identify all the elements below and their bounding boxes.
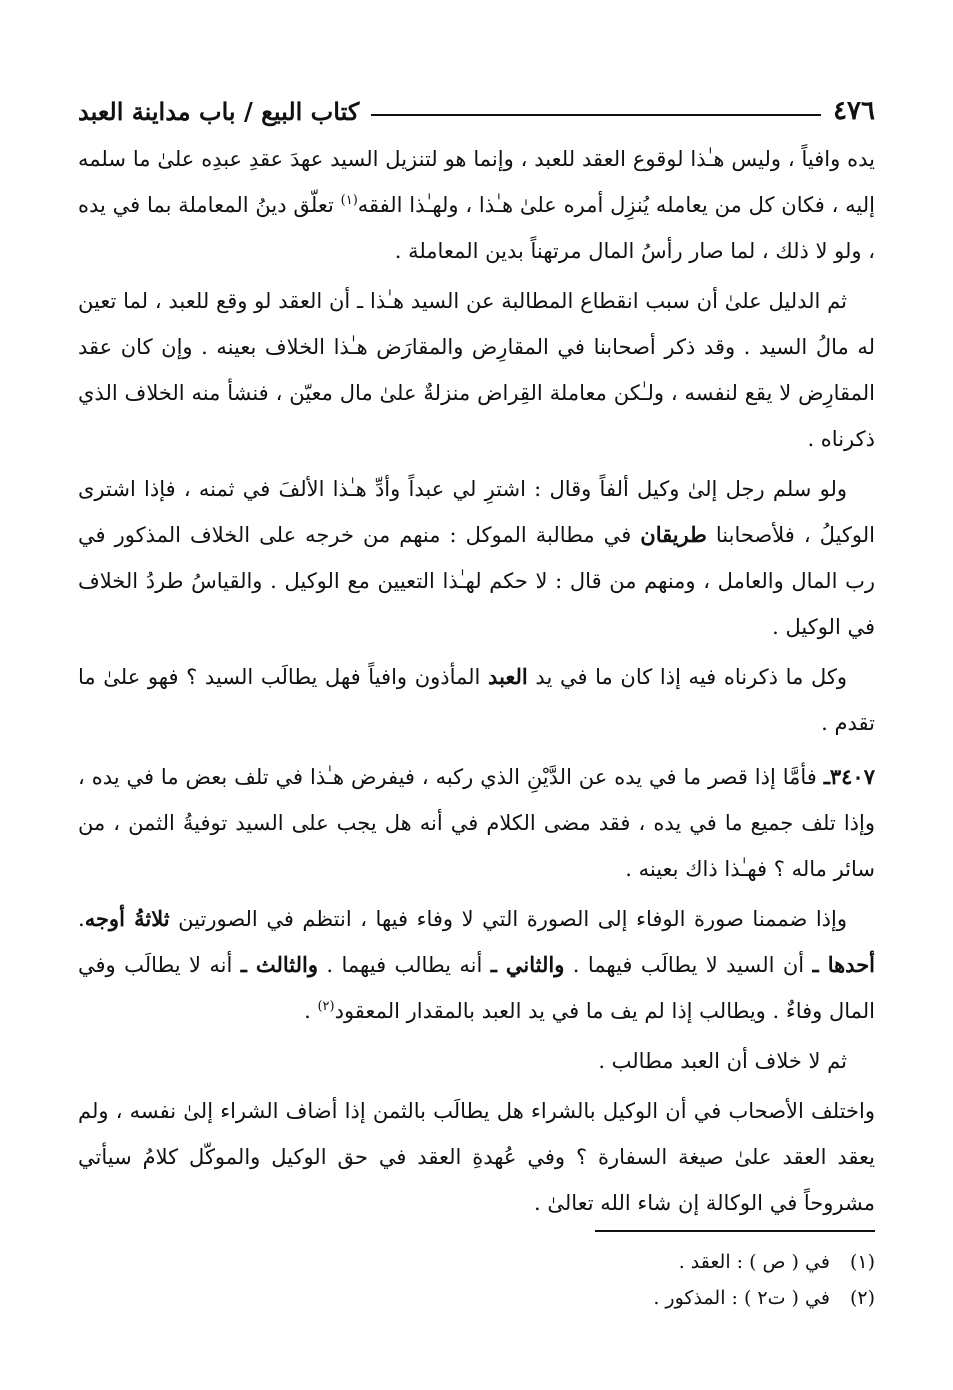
footnotes (78, 1244, 875, 1316)
footnote-number: (٢) (849, 1287, 875, 1309)
section-number: ٣٤٠٧ـ (823, 764, 875, 789)
paragraph-1: يده وافياً ، وليس هـٰذا لوقوع العقد للعبد ، وإنما هو لتنزيل السيد عهدَ عقدِ عبدِه علىٰ ما سلمه إليه ، فكان كل من يعامله يُنزِل أمره علىٰ هـٰذا ، ولهـٰذا الفقه$^{(١)}$ تعلّق دينُ المعاملة بما في يده ، ولو لا ذلك ، لما صار رأسُ المال مرتهناً بدين المعاملة . (78, 147, 875, 263)
header-rule (371, 114, 821, 116)
paragraph-8: واختلف الأصحاب في أن الوكيل بالشراء هل يطالَب بالثمن إذا أضاف الشراء إلىٰ نفسه ، ولم يعقد العقد علىٰ صيغة السفارة ؟ وفي عُهدةِ العقد في حق الوكيل والموكّل كلامُ سيأتي مشروحاً في الوكالة إن شاء الله تعالىٰ . (78, 1099, 875, 1215)
page-header (78, 84, 875, 124)
paragraph-6: وإذا ضممنا صورة الوفاء إلى الصورة التي لا وفاء فيها ، انتظم في الصورتين ثلاثةُ أوجه. أحدها ـ أن السيد لا يطالَب فيهما . والثاني ـ أنه يطالب فيهما . والثالث ـ أنه لا يطالَب وفي المال وفاءٌ . ويطالب إذا لم يف ما في يد العبد بالمقدار المعقود$^{(٢)}$ . (78, 906, 876, 1023)
page-number: ٤٧٦ (833, 96, 875, 126)
footnote-text: في ( ت٢ ) : المذكور . (653, 1287, 830, 1309)
footnote-1 (78, 1244, 875, 1280)
footnote-ref-1: (١) (340, 193, 358, 208)
paragraph-4: وكل ما ذكرناه فيه إذا كان ما في يد العبد المأذون وافياً فهل يطالَب السيد ؟ فهو علىٰ ما تقدم . (78, 664, 875, 735)
footnote-number: (١) (849, 1251, 875, 1273)
paragraph-2: ثم الدليل علىٰ أن سبب انقطاع المطالبة عن السيد هـٰذا ـ أن العقد لو وقع للعبد ، لما تعين له مالُ السيد . وقد ذكر أصحابنا في المقارِض والمقارَض هـٰذا الخلاف بعينه . وإن كان عقد المقارِض لا يقع لنفسه ، ولـٰكن معاملة القِراض منزلةٌ علىٰ مال معيّن ، فنشأ منه الخلاف الذي ذكرناه . (78, 289, 875, 451)
footnote-text: في ( ص ) : العقد . (678, 1251, 830, 1273)
footnote-divider (595, 1230, 875, 1232)
main-text (78, 136, 875, 1230)
paragraph-7: ثم لا خلاف أن العبد مطالب . (598, 1049, 847, 1073)
paragraph-5: ٣٤٠٧ـ فأمَّا إذا قصر ما في يده عن الدَّيْنِ الذي ركبه ، فيفرض هـٰذا في تلف بعض ما في يده ، وإذا تلف جميع ما في يده ، فقد مضى الكلام في أنه هل يجب على السيد توفيةُ الثمن ، من سائر ماله ؟ فهـٰذا ذاك بعينه . (78, 764, 875, 881)
running-title: كتاب البيع / باب مداينة العبد (78, 97, 360, 126)
footnote-ref-2: (٢) (317, 999, 335, 1014)
footnote-2 (78, 1280, 875, 1316)
paragraph-3: ولو سلم رجل إلىٰ وكيل ألفاً وقال : اشترِ لي عبداً وأدِّ هـٰذا الألفَ في ثمنه ، فإذا اشترى الوكيلُ ، فلأصحابنا طريقان في مطالبة الموكل : منهم من خرجه على الخلاف المذكور في رب المال والعامل ، ومنهم من قال : لا حكم لهـٰذا التعيين مع الوكيل . والقياسُ طردُ الخلاف في الوكيل . (78, 477, 875, 639)
